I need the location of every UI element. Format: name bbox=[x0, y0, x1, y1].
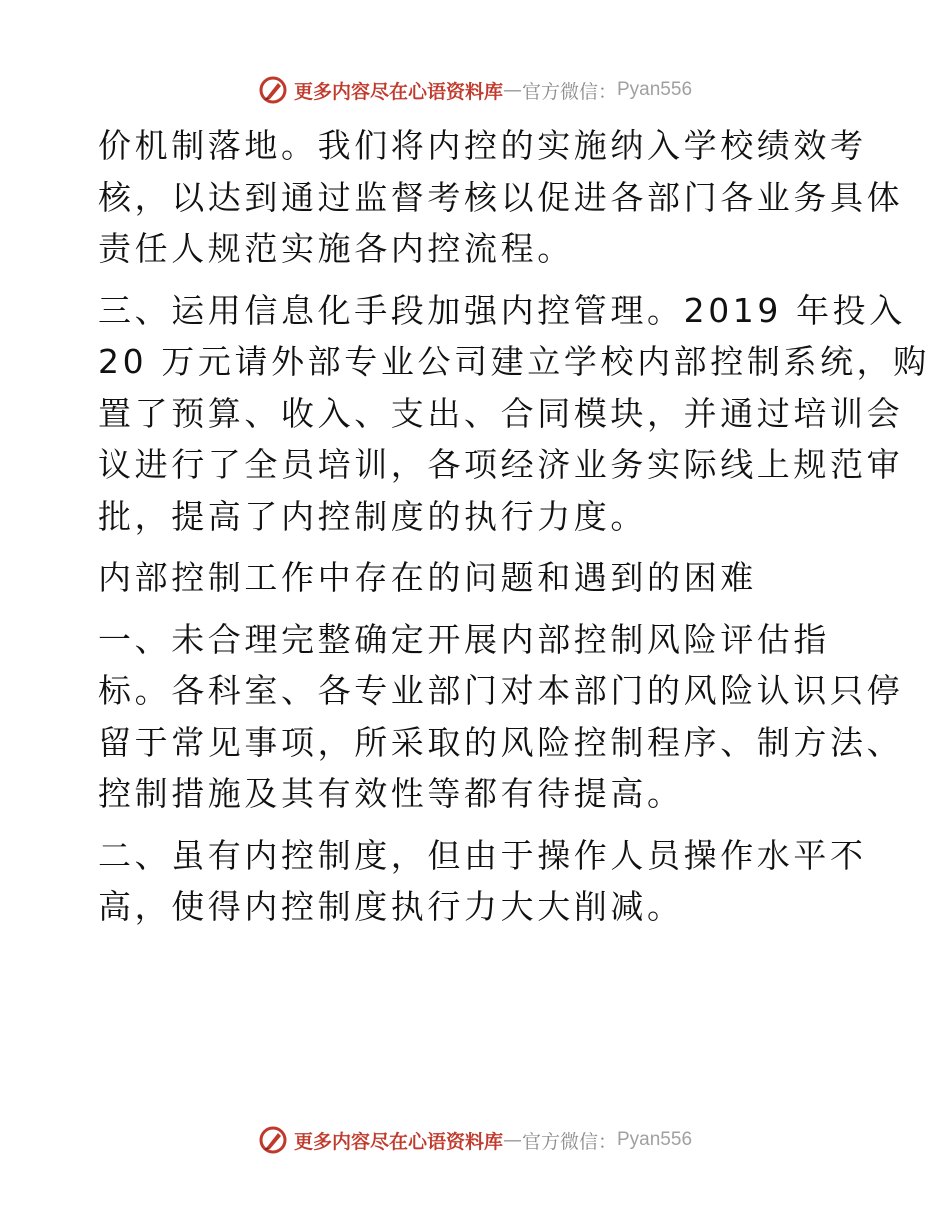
text-line: 20 万元请外部专业公司建立学校内部控制系统，购 bbox=[98, 342, 930, 381]
document-body bbox=[98, 120, 930, 943]
text-line: 留于常见事项，所采取的风险控制程序、制方法、 bbox=[98, 722, 904, 762]
watermark-wechat-id: Pyan556 bbox=[617, 1129, 693, 1150]
text-line: 核，以达到通过监督考核以促进各部门各业务具体 bbox=[98, 177, 904, 217]
watermark-separator: — bbox=[502, 1129, 522, 1151]
text-line: 高，使得内控制度执行力大大削减。 bbox=[98, 887, 684, 926]
text-line: 价机制落地。我们将内控的实施纳入学校绩效考 bbox=[98, 126, 867, 165]
header-watermark bbox=[0, 70, 950, 110]
text-line: 内部控制工作中存在的问题和遇到的困难 bbox=[98, 558, 757, 597]
text-line: 标。各科室、各专业部门对本部门的风险认识只停 bbox=[98, 671, 904, 710]
paragraph-1 bbox=[98, 120, 904, 275]
paragraph-4 bbox=[98, 830, 868, 933]
watermark-wechat-label: 官方微信： bbox=[521, 80, 617, 103]
pen-logo-icon bbox=[258, 75, 288, 105]
watermark-wechat-id: Pyan556 bbox=[617, 79, 693, 100]
watermark-brand-text: 更多内容尽在心语资料库 bbox=[293, 1130, 503, 1153]
text-line: 批，提高了内控制度的执行力度。 bbox=[98, 496, 647, 536]
footer-watermark bbox=[0, 1120, 950, 1160]
text-line: 议进行了全员培训，各项经济业务实际线上规范审 bbox=[98, 445, 904, 484]
text-line: 控制措施及其有效性等都有待提高。 bbox=[98, 774, 684, 813]
pen-logo-icon bbox=[258, 1125, 288, 1155]
text-line: 一、未合理完整确定开展内部控制风险评估指 bbox=[98, 619, 830, 659]
text-line: 责任人规范实施各内控流程。 bbox=[98, 229, 574, 268]
section-heading bbox=[98, 552, 868, 604]
watermark-wechat-label: 官方微信： bbox=[521, 1130, 617, 1153]
text-line: 三、运用信息化手段加强内控管理。2019 年投入 bbox=[98, 290, 906, 330]
paragraph-3 bbox=[98, 614, 904, 820]
watermark-separator: — bbox=[502, 79, 522, 101]
text-line: 二、虽有内控制度，但由于操作人员操作水平不 bbox=[98, 835, 867, 875]
paragraph-2 bbox=[98, 285, 930, 543]
watermark-brand-text: 更多内容尽在心语资料库 bbox=[293, 80, 503, 103]
text-line: 置了预算、收入、支出、合同模块，并通过培训会 bbox=[98, 393, 904, 433]
